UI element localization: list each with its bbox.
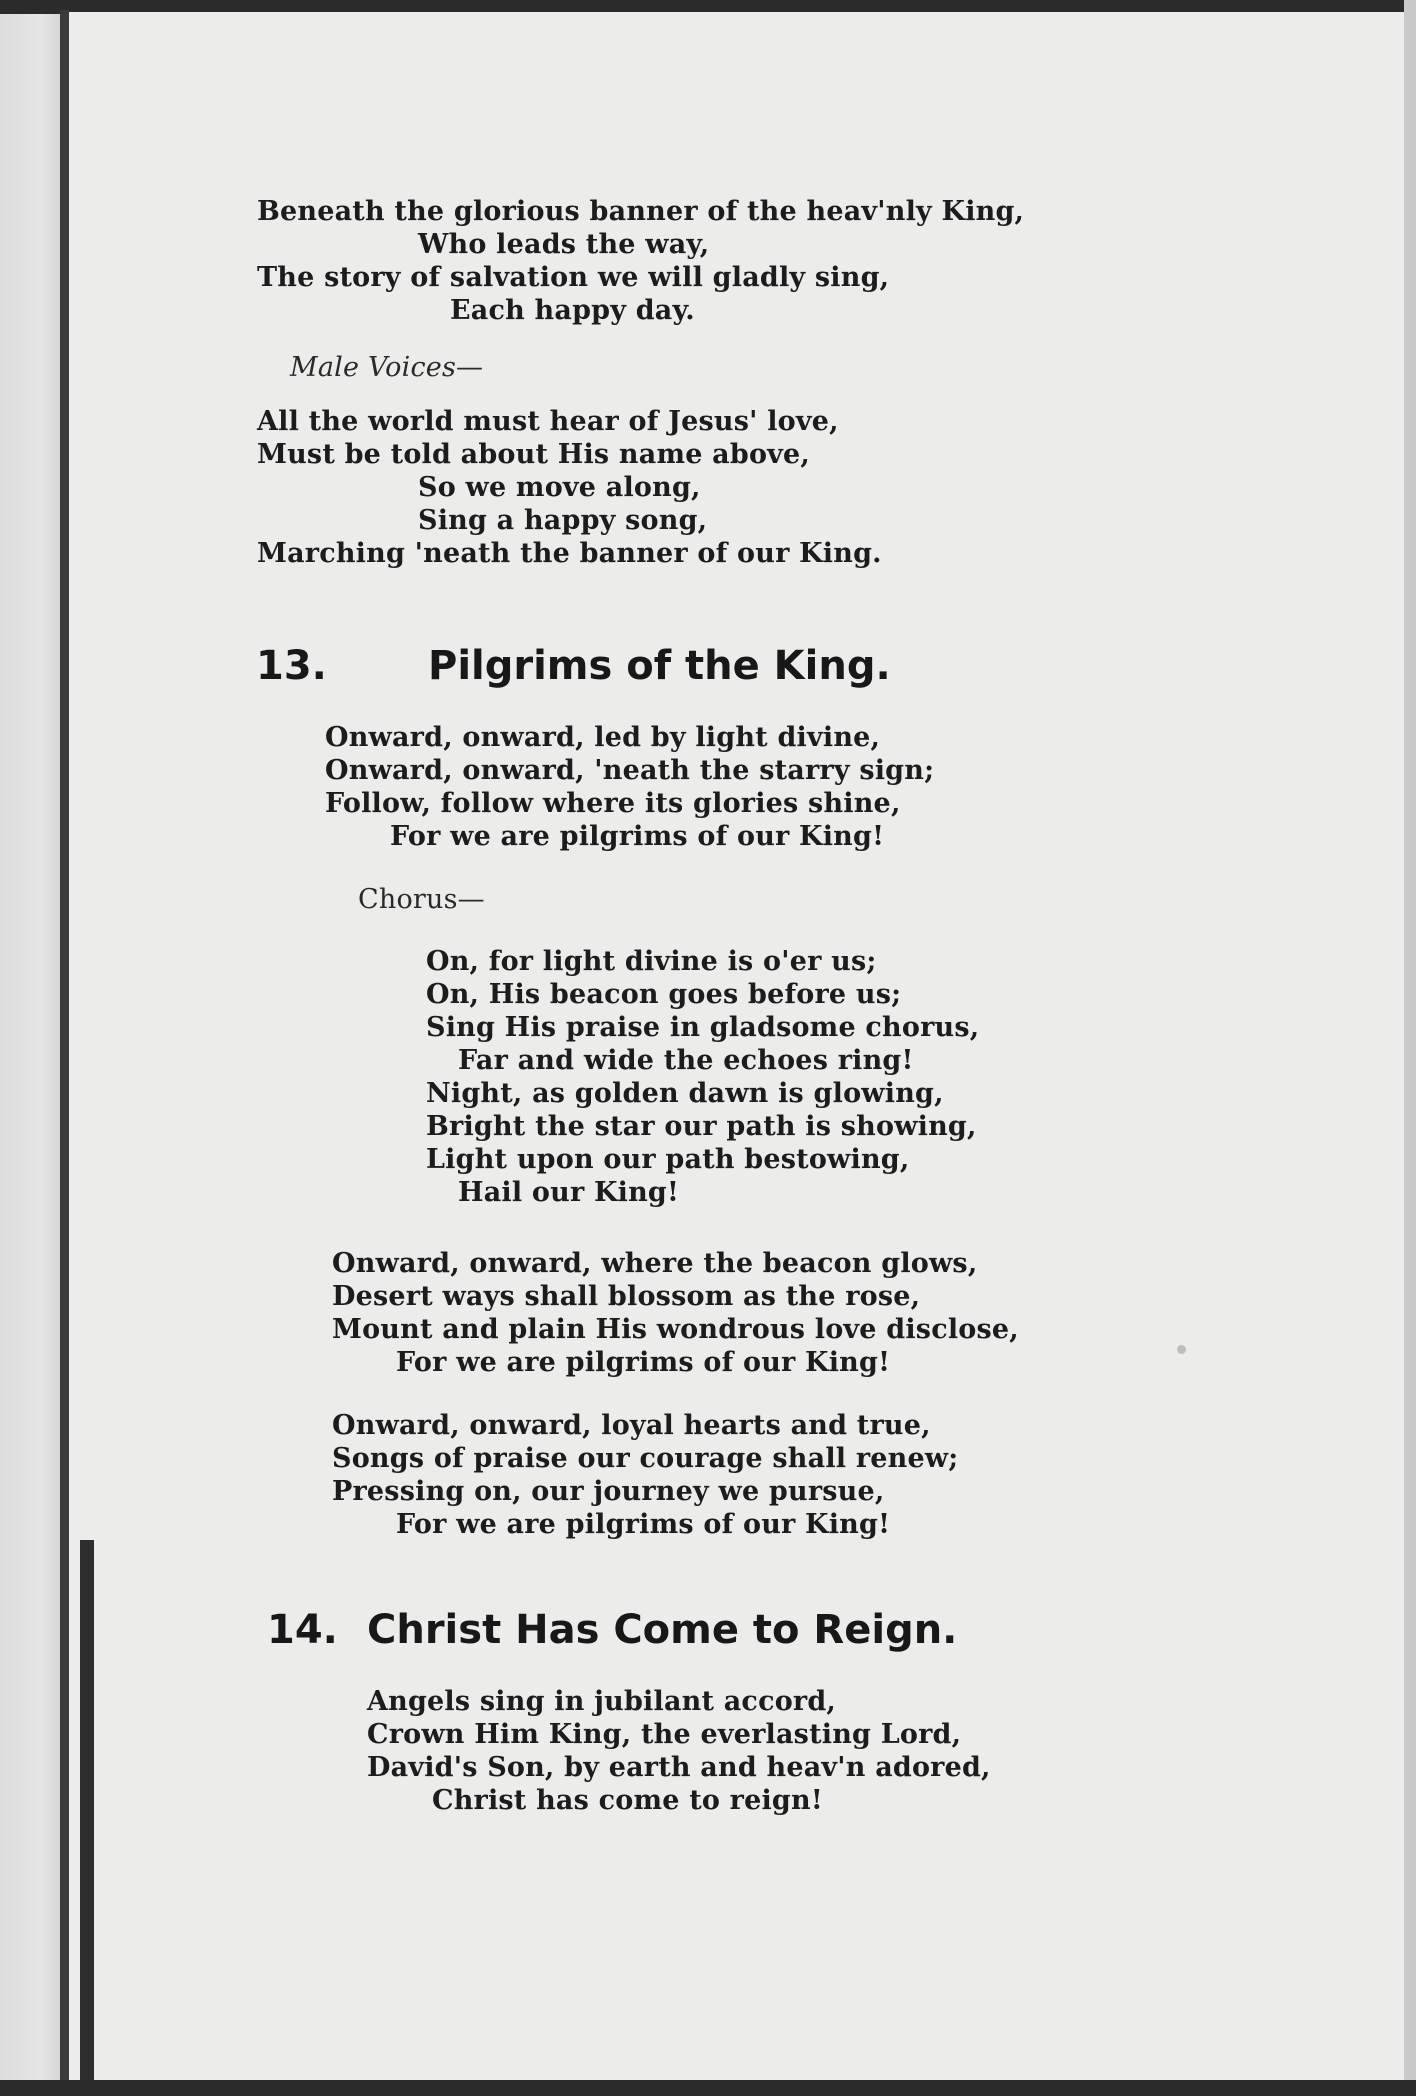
chorus-line: Bright the star our path is showing, (426, 1111, 977, 1142)
hymn-14-verse-1-line: Angels sing in jubilant accord, (367, 1686, 837, 1717)
hymn-13-verse-3-line: Pressing on, our journey we pursue, (332, 1476, 885, 1507)
male-voices-line: Must be told about His name above, (257, 439, 811, 470)
male-voices-line: So we move along, (418, 472, 701, 503)
book-spine (60, 10, 69, 2090)
chorus-line: On, for light divine is o'er us; (426, 946, 877, 977)
scan-bottom-edge (0, 2080, 1416, 2096)
page-gutter (0, 0, 68, 2096)
book-spine-shadow (80, 1540, 94, 2096)
male-voices-label: Male Voices— (290, 352, 484, 383)
hymn-13-verse-1-line: Onward, onward, led by light divine, (325, 722, 881, 753)
paper-speck (1177, 1345, 1186, 1354)
hymn-13-verse-2-line: For we are pilgrims of our King! (396, 1347, 891, 1378)
hymn-13-verse-3-line: For we are pilgrims of our King! (396, 1509, 891, 1540)
hymn-14-number: 14. (267, 1607, 338, 1653)
male-voices-line: Marching 'neath the banner of our King. (257, 538, 882, 569)
hymn-14-verse-1-line: Christ has come to reign! (432, 1785, 823, 1816)
chorus-line: Far and wide the echoes ring! (458, 1045, 914, 1076)
hymn-13-verse-2-line: Desert ways shall blossom as the rose, (332, 1281, 921, 1312)
hymn-14-verse-1-line: David's Son, by earth and heav'n adored, (367, 1752, 991, 1783)
hymn-13-number: 13. (256, 643, 327, 689)
hymn-13-verse-3-line: Onward, onward, loyal hearts and true, (332, 1410, 931, 1441)
chorus-label: Chorus— (358, 884, 485, 915)
chorus-line: Sing His praise in gladsome chorus, (426, 1012, 980, 1043)
stanza-line: Beneath the glorious banner of the heav'nly King, (257, 196, 1025, 227)
hymn-13-verse-2-line: Onward, onward, where the beacon glows, (332, 1248, 978, 1279)
chorus-line: Night, as golden dawn is glowing, (426, 1078, 944, 1109)
hymn-13-verse-1-line: Follow, follow where its glories shine, (325, 788, 901, 819)
chorus-line: Light upon our path bestowing, (426, 1144, 910, 1175)
hymn-13-verse-3-line: Songs of praise our courage shall renew; (332, 1443, 959, 1474)
scan-right-edge (1404, 0, 1416, 2096)
male-voices-line: All the world must hear of Jesus' love, (257, 406, 839, 437)
stanza-line: Who leads the way, (418, 229, 710, 260)
hymn-13-verse-1-line: For we are pilgrims of our King! (390, 821, 885, 852)
chorus-line: Hail our King! (458, 1177, 680, 1208)
stanza-line: The story of salvation we will gladly sing, (257, 262, 890, 293)
stanza-line: Each happy day. (450, 295, 695, 326)
hymn-13-verse-1-line: Onward, onward, 'neath the starry sign; (325, 755, 935, 786)
chorus-line: On, His beacon goes before us; (426, 979, 902, 1010)
hymn-13-title: Pilgrims of the King. (428, 643, 891, 689)
hymn-13-verse-2-line: Mount and plain His wondrous love disclose, (332, 1314, 1019, 1345)
hymn-14-verse-1-line: Crown Him King, the everlasting Lord, (367, 1719, 962, 1750)
male-voices-line: Sing a happy song, (418, 505, 708, 536)
hymn-14-title: Christ Has Come to Reign. (367, 1607, 958, 1653)
